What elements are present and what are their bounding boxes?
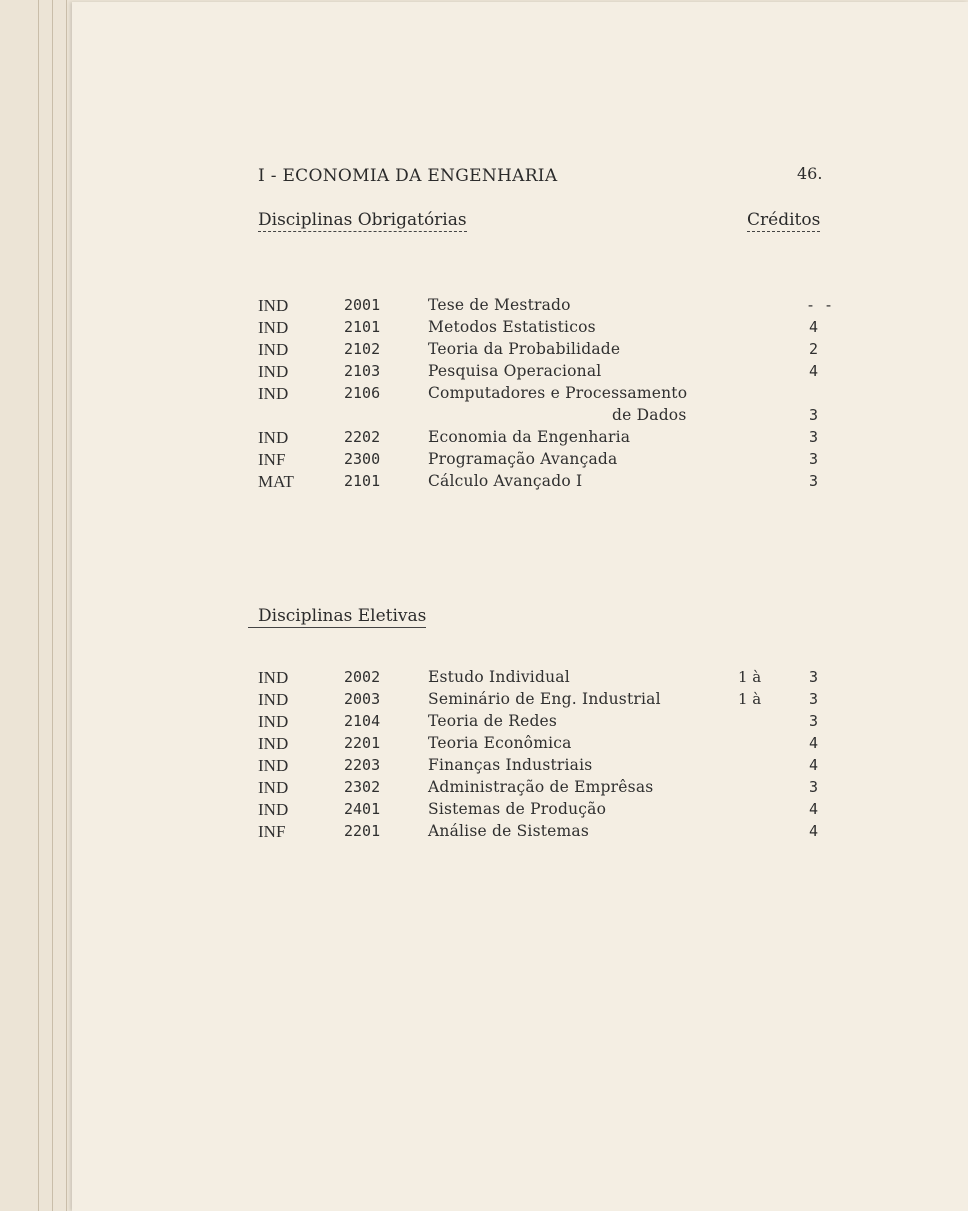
page-title: I - ECONOMIA DA ENGENHARIA — [258, 166, 558, 186]
table-row — [258, 428, 828, 450]
table-row — [258, 384, 828, 406]
code-cell: 2201 — [344, 822, 381, 840]
elective-courses-heading: Disciplinas Eletivas — [248, 606, 426, 628]
table-row — [258, 822, 828, 844]
code-cell: 2203 — [344, 756, 381, 774]
course-name-cell: Teoria da Probabilidade — [428, 340, 621, 358]
elective-courses-table — [258, 668, 828, 844]
course-name-cell: Computadores e Processamento — [428, 384, 688, 402]
course-name-cell: Tese de Mestrado — [428, 296, 571, 314]
dept-cell: INF — [258, 450, 286, 469]
sheet-edge — [38, 0, 39, 1211]
code-cell: 2202 — [344, 428, 381, 446]
credits-heading: Créditos — [747, 210, 821, 230]
course-name-cell: Teoria de Redes — [428, 712, 558, 730]
dept-cell: INF — [258, 822, 286, 841]
credits-cell: - - — [806, 296, 834, 314]
course-name-cell: Cálculo Avançado I — [428, 472, 583, 490]
code-cell: 2201 — [344, 734, 381, 752]
course-name-cell: Teoria Econômica — [428, 734, 572, 752]
course-name-cell: Pesquisa Operacional — [428, 362, 602, 380]
course-name-cell: Metodos Estatisticos — [428, 318, 596, 336]
course-name-cell: Seminário de Eng. Industrial — [428, 690, 661, 708]
dept-cell: IND — [258, 778, 289, 797]
dept-cell: IND — [258, 734, 289, 753]
credits-cell: 4 — [808, 800, 818, 818]
sheet-edge — [66, 0, 67, 1211]
required-courses-table — [258, 296, 834, 494]
table-row — [258, 778, 828, 800]
table-row — [258, 800, 828, 822]
credits-cell: 4 — [808, 362, 818, 380]
code-cell: 2300 — [344, 450, 381, 468]
credits-cell: 2 — [808, 340, 818, 358]
code-cell: 2003 — [344, 690, 381, 708]
table-row — [258, 712, 828, 734]
credits-cell: 4 — [808, 734, 818, 752]
credits-cell: 4 — [808, 756, 818, 774]
course-name-cell: de Dados — [612, 406, 687, 424]
dept-cell: IND — [258, 384, 289, 403]
table-row — [258, 472, 828, 494]
table-row-continuation — [258, 406, 828, 428]
table-row — [258, 318, 828, 340]
code-cell: 2104 — [344, 712, 381, 730]
table-row — [258, 690, 828, 712]
dept-cell: IND — [258, 712, 289, 731]
table-row — [258, 450, 828, 472]
credits-cell: 4 — [808, 318, 818, 336]
dept-cell: IND — [258, 318, 289, 337]
code-cell: 2106 — [344, 384, 381, 402]
course-name-cell: Estudo Individual — [428, 668, 570, 686]
code-cell: 2401 — [344, 800, 381, 818]
code-cell: 2102 — [344, 340, 381, 358]
course-name-cell: Sistemas de Produção — [428, 800, 607, 818]
course-name-cell: Programação Avançada — [428, 450, 618, 468]
code-cell: 2101 — [344, 318, 381, 336]
course-name-cell: Administração de Emprêsas — [428, 778, 654, 796]
credits-cell: 3 — [808, 428, 818, 446]
dept-cell: IND — [258, 340, 289, 359]
required-courses-heading: Disciplinas Obrigatórias — [258, 210, 467, 230]
dept-cell: MAT — [258, 472, 294, 491]
dept-cell: IND — [258, 690, 289, 709]
dept-cell: IND — [258, 362, 289, 381]
credits-cell: 3 — [808, 690, 818, 708]
course-name-cell: Finanças Industriais — [428, 756, 593, 774]
code-cell: 2103 — [344, 362, 381, 380]
table-row — [258, 668, 828, 690]
dept-cell: IND — [258, 428, 289, 447]
code-cell: 2101 — [344, 472, 381, 490]
credit-range-cell: 1 à — [738, 690, 762, 708]
credits-cell: 4 — [808, 822, 818, 840]
table-row — [258, 340, 828, 362]
credits-cell: 3 — [808, 450, 818, 468]
table-row — [258, 296, 834, 318]
table-row — [258, 734, 828, 756]
table-row — [258, 362, 828, 384]
credits-cell: 3 — [808, 668, 818, 686]
page-number: 46. — [797, 164, 823, 183]
table-row — [258, 756, 828, 778]
sheet-edge — [52, 0, 53, 1211]
code-cell: 2302 — [344, 778, 381, 796]
code-cell: 2002 — [344, 668, 381, 686]
credit-range-cell: 1 à — [738, 668, 762, 686]
dept-cell: IND — [258, 668, 289, 687]
credits-cell: 3 — [808, 778, 818, 796]
dept-cell: IND — [258, 756, 289, 775]
code-cell: 2001 — [344, 296, 381, 314]
course-name-cell: Análise de Sistemas — [428, 822, 590, 840]
course-name-cell: Economia da Engenharia — [428, 428, 631, 446]
credits-cell: 3 — [808, 406, 818, 424]
credits-cell: 3 — [808, 712, 818, 730]
dept-cell: IND — [258, 800, 289, 819]
dept-cell: IND — [258, 296, 289, 315]
credits-cell: 3 — [808, 472, 818, 490]
